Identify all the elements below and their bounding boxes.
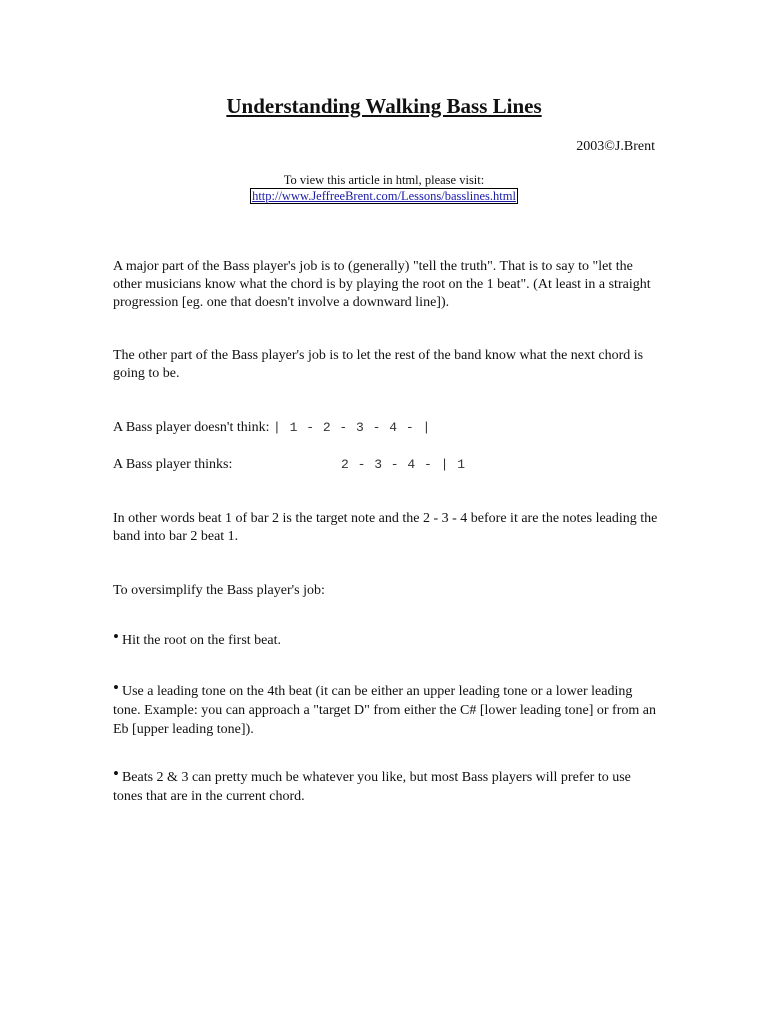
list-item-text: Use a leading tone on the 4th beat (it can be either an upper leading tone or a lower leading tone. Example: you can approach a "target D" from either the C# [lower leading tone] or from an Eb [upper leading tone]). (113, 684, 656, 737)
visit-instruction: To view this article in html, please visit: (283, 173, 485, 187)
article-link[interactable]: http://www.JeffreeBrent.com/Lessons/basslines.html (252, 189, 516, 203)
bullet-icon: • (113, 764, 119, 783)
list-item (113, 766, 658, 806)
article-link-container (0, 188, 768, 204)
thinks-sequence: 2 - 3 - 4 - | 1 (341, 457, 466, 472)
document-title: Understanding Walking Bass Lines (226, 94, 542, 118)
paragraph-oversimplify: To oversimplify the Bass player's job: (113, 583, 325, 598)
doesnt-think-label: A Bass player doesn't think: (113, 420, 270, 435)
doesnt-think-line (113, 419, 431, 437)
paragraph-target-note: In other words beat 1 of bar 2 is the target note and the 2 - 3 - 4 before it are the notes leading the band into bar 2 beat 1. (113, 511, 658, 544)
bullet-icon: • (113, 678, 119, 697)
thinks-line (113, 456, 533, 474)
list-item (113, 629, 658, 650)
copyright-notice: 2003©J.Brent (576, 139, 655, 154)
thinks-label: A Bass player thinks: (113, 457, 233, 472)
list-item-text: Hit the root on the first beat. (121, 633, 281, 648)
list-item-text: Beats 2 & 3 can pretty much be whatever you like, but most Bass players will prefer to use tones that are in the current chord. (113, 770, 631, 804)
bullet-icon: • (113, 627, 119, 646)
doesnt-think-sequence: | 1 - 2 - 3 - 4 - | (273, 420, 431, 435)
list-item (113, 680, 658, 739)
paragraph-next-chord: The other part of the Bass player's job is to let the rest of the band know what the next chord is going to be. (113, 348, 644, 381)
paragraph-truth: A major part of the Bass player's job is to (generally) "tell the truth". That is to say to "let the other musicians know what the chord is by playing the root on the 1 beat". (At least in a straight progression [eg. one that doesn't involve a downward line]). (113, 259, 651, 310)
